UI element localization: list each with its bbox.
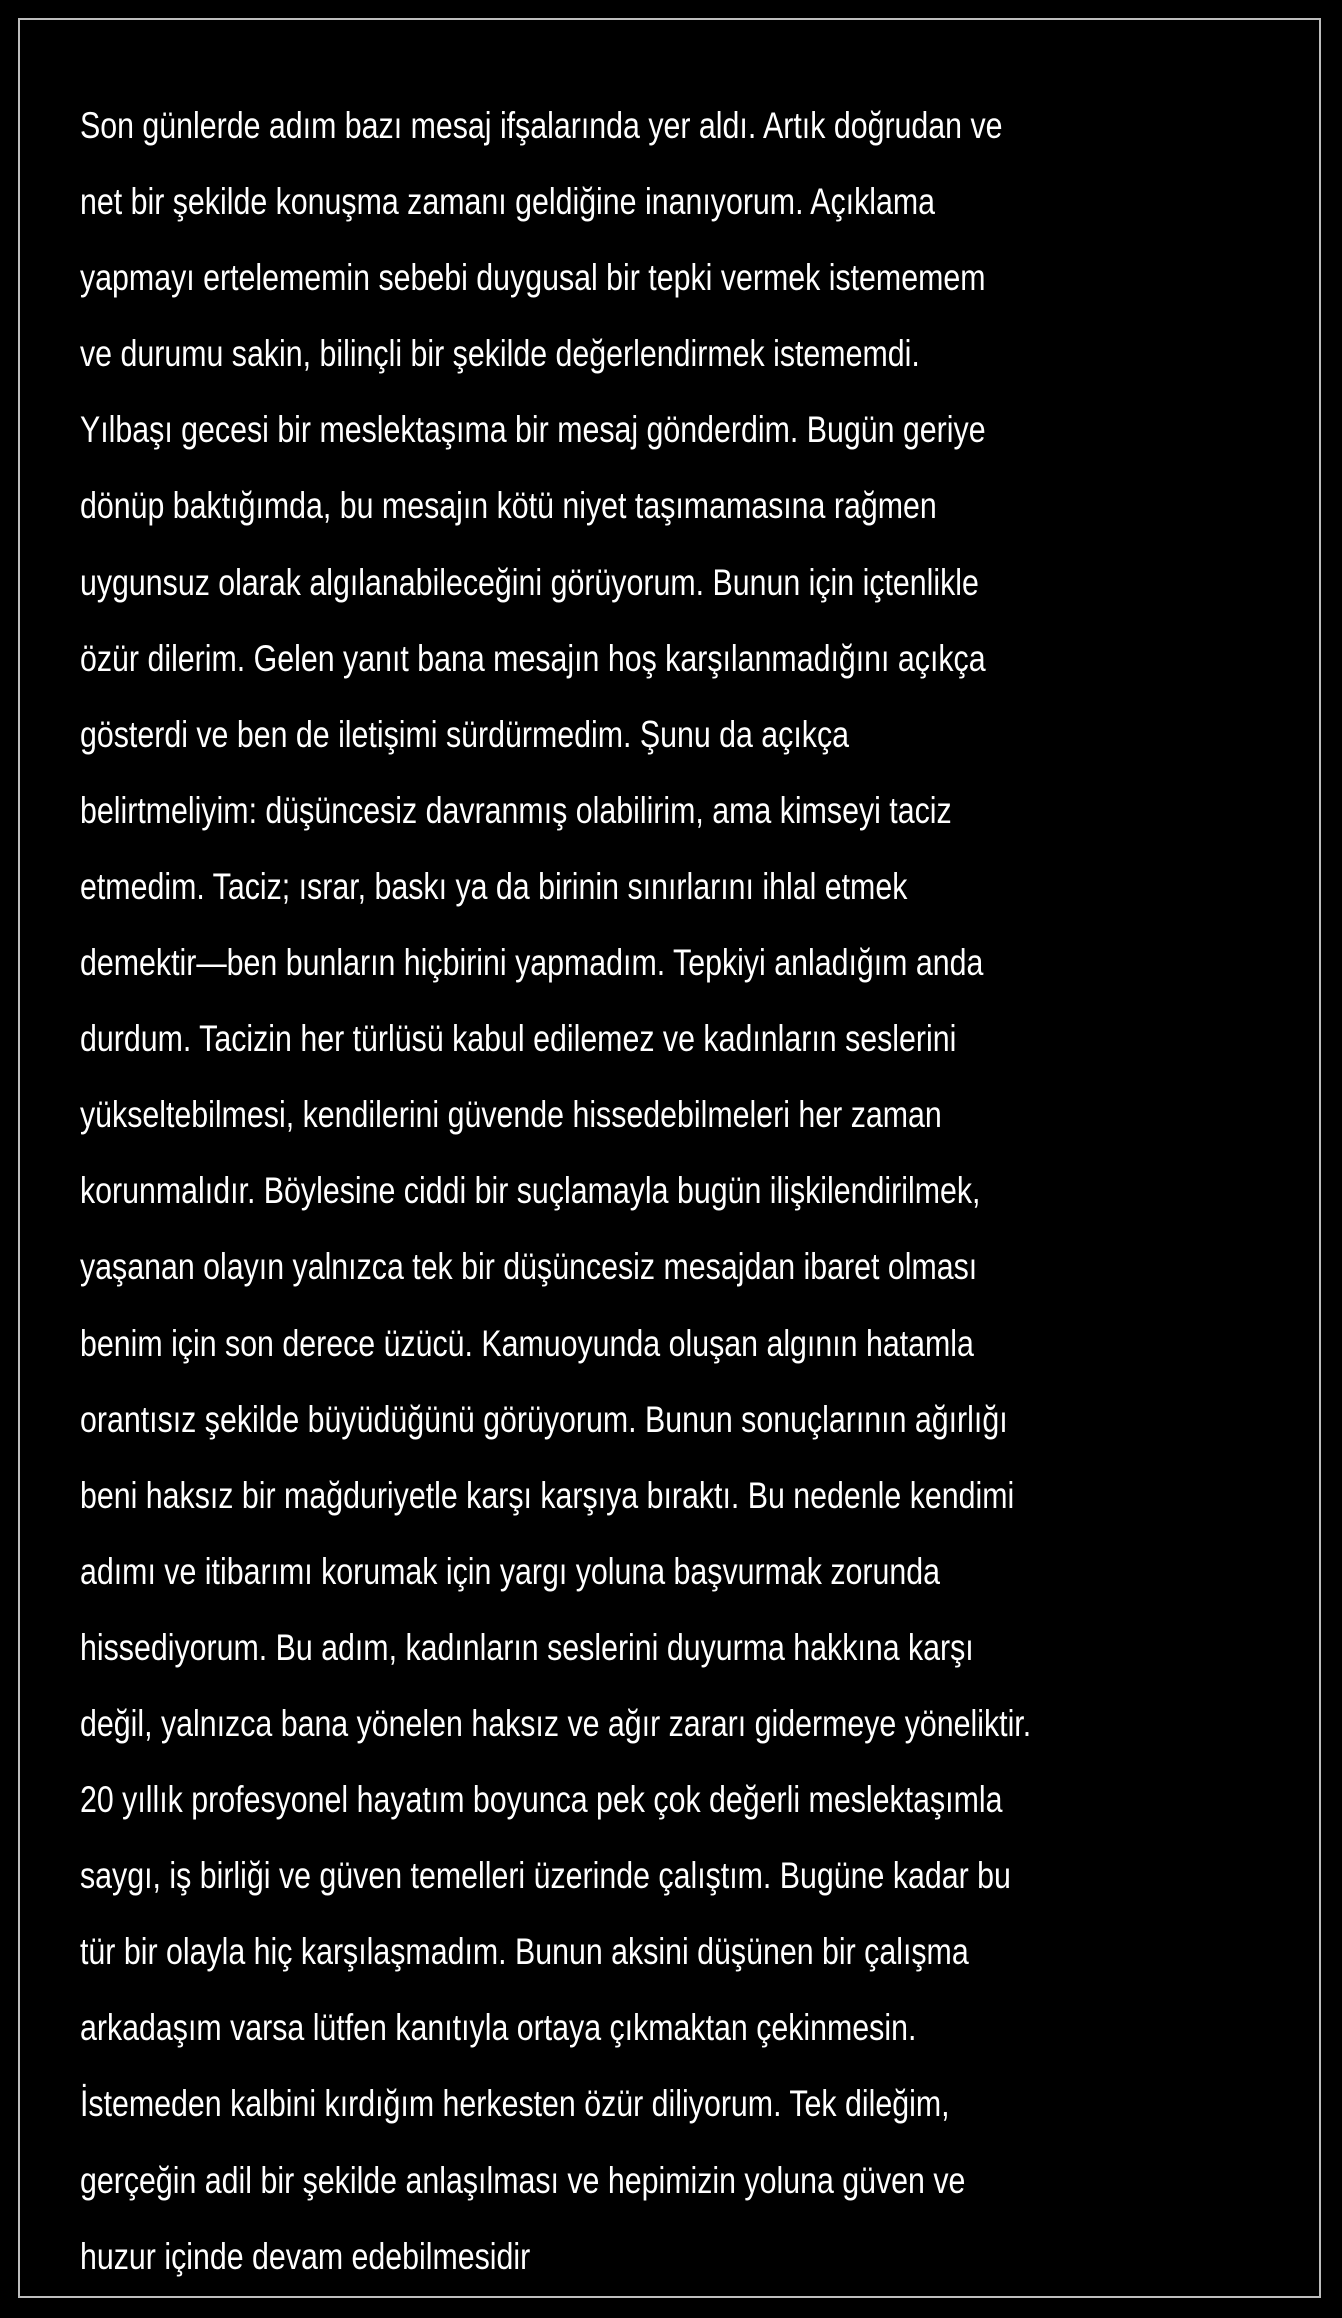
statement-line: değil, yalnızca bana yönelen haksız ve ağır zararı gidermeye yöneliktir. — [80, 1702, 1032, 1744]
statement-line: net bir şekilde konuşma zamanı geldiğine inanıyorum. Açıklama — [80, 181, 936, 223]
statement-line: orantısız şekilde büyüdüğünü görüyorum. Bunun sonuçlarının ağırlığı — [80, 1398, 1008, 1440]
statement-line: tür bir olayla hiç karşılaşmadım. Bunun aksini düşünen bir çalışma — [80, 1931, 969, 1973]
statement-line: dönüp baktığımda, bu mesajın kötü niyet taşımamasına rağmen — [80, 485, 937, 527]
statement-line: yapmayı ertelememin sebebi duygusal bir tepki vermek istememem — [80, 257, 986, 299]
statement-line: İstemeden kalbini kırdığım herkesten özür diliyorum. Tek dileğim, — [80, 2083, 950, 2125]
statement-line: özür dilerim. Gelen yanıt bana mesajın hoş karşılanmadığını açıkça — [80, 637, 986, 679]
statement-line: Yılbaşı gecesi bir meslektaşıma bir mesaj gönderdim. Bugün geriye — [80, 409, 986, 451]
statement-line: yükseltebilmesi, kendilerini güvende hissedebilmeleri her zaman — [80, 1094, 942, 1136]
statement-line: gerçeğin adil bir şekilde anlaşılması ve hepimizin yoluna güven ve — [80, 2159, 966, 2201]
statement-line: yaşanan olayın yalnızca tek bir düşüncesiz mesajdan ibaret olması — [80, 1246, 978, 1288]
statement-line: ve durumu sakin, bilinçli bir şekilde değerlendirmek istememdi. — [80, 333, 920, 375]
statement-text — [80, 88, 1310, 2295]
statement-line: gösterdi ve ben de iletişimi sürdürmedim. Şunu da açıkça — [80, 713, 849, 755]
statement-line: adımı ve itibarımı korumak için yargı yoluna başvurmak zorunda — [80, 1550, 941, 1592]
statement-line: beni haksız bir mağduriyetle karşı karşıya bıraktı. Bu nedenle kendimi — [80, 1474, 1015, 1516]
statement-line: durdum. Tacizin her türlüsü kabul edilemez ve kadınların seslerini — [80, 1018, 957, 1060]
statement-line: korunmalıdır. Böylesine ciddi bir suçlamayla bugün ilişkilendirilmek, — [80, 1170, 981, 1212]
statement-line: huzur içinde devam edebilmesidir — [80, 2235, 531, 2277]
statement-line: belirtmeliyim: düşüncesiz davranmış olabilirim, ama kimseyi taciz — [80, 789, 952, 831]
statement-line: saygı, iş birliği ve güven temelleri üzerinde çalıştım. Bugüne kadar bu — [80, 1855, 1011, 1897]
statement-line: benim için son derece üzücü. Kamuoyunda oluşan algının hatamla — [80, 1322, 974, 1364]
statement-line: hissediyorum. Bu adım, kadınların seslerini duyurma hakkına karşı — [80, 1626, 974, 1668]
statement-frame — [18, 18, 1321, 2298]
statement-line: etmedim. Taciz; ısrar, baskı ya da birinin sınırlarını ihlal etmek — [80, 865, 908, 907]
statement-line: arkadaşım varsa lütfen kanıtıyla ortaya çıkmaktan çekinmesin. — [80, 2007, 917, 2049]
statement-line: uygunsuz olarak algılanabileceğini görüyorum. Bunun için içtenlikle — [80, 561, 979, 603]
statement-line: 20 yıllık profesyonel hayatım boyunca pek çok değerli meslektaşımla — [80, 1779, 1003, 1821]
statement-line: Son günlerde adım bazı mesaj ifşalarında yer aldı. Artık doğrudan ve — [80, 105, 1003, 146]
statement-line: demektir—ben bunların hiçbirini yapmadım. Tepkiyi anladığım anda — [80, 942, 984, 984]
